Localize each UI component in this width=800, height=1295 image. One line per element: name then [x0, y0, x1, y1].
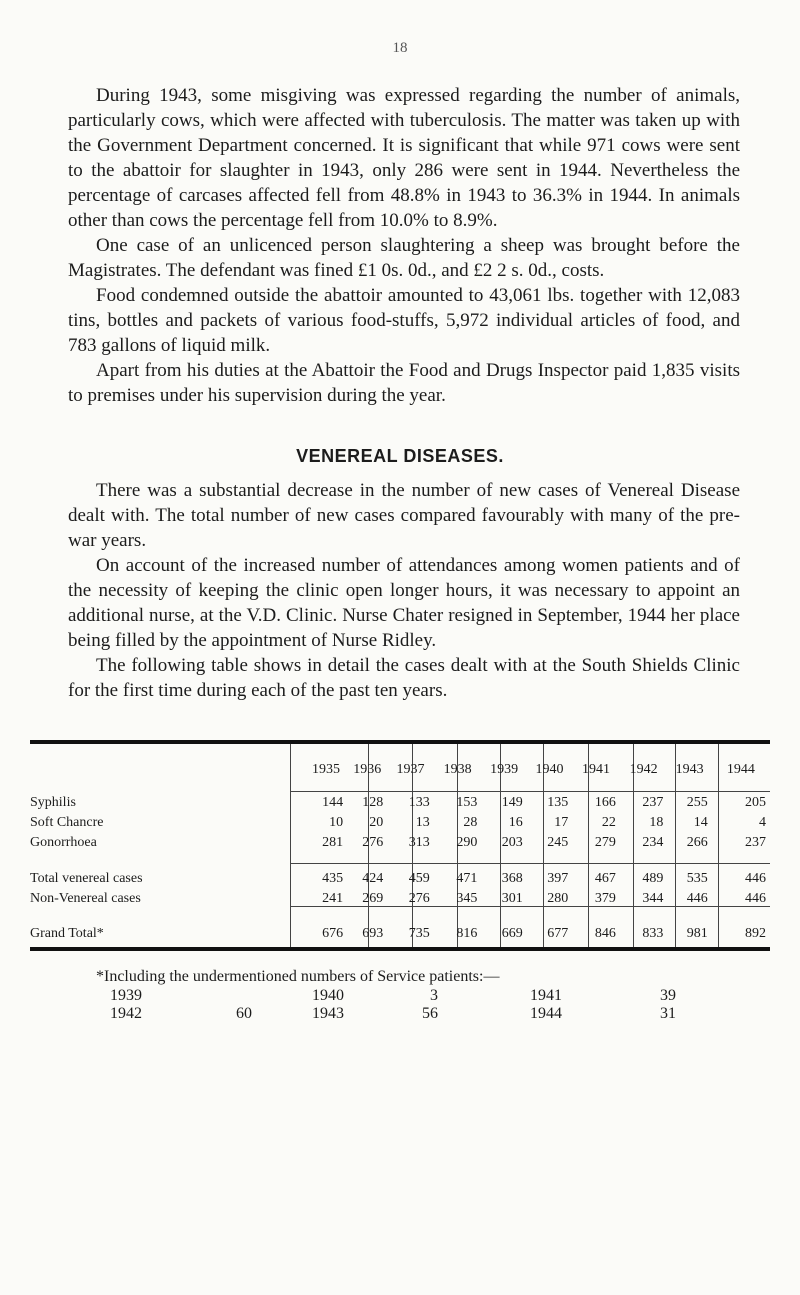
- cell: 166: [594, 795, 616, 810]
- table-total-row: [30, 924, 770, 944]
- cell: 424: [362, 871, 384, 886]
- footnote-entry: [110, 987, 236, 1005]
- footnote-entry: [530, 987, 676, 1005]
- paragraph: There was a substantial decrease in the number of new cases of Venereal Disease dealt with. The total number of new cases compared favourably with many of the pre-war years.: [68, 480, 740, 551]
- paragraph: One case of an unlicenced person slaughtering a sheep was brought before the Magistrates. The defendant was fined £1 0s. 0d., and £2 2 s. 0d., costs.: [68, 235, 740, 281]
- cell: 279: [594, 835, 616, 850]
- column-header: 1936: [353, 762, 382, 777]
- footnote-value: 60: [236, 1005, 252, 1022]
- cell: 266: [686, 835, 708, 850]
- table-spacer: [30, 853, 770, 869]
- footnote-entry: [312, 987, 438, 1005]
- cell: 735: [408, 926, 430, 941]
- cell: 128: [362, 795, 384, 810]
- column-header: 1935: [311, 762, 340, 777]
- cell: 313: [408, 835, 430, 850]
- body-text-top: [68, 83, 740, 408]
- column-header: 1943: [675, 762, 704, 777]
- cell: 133: [408, 795, 430, 810]
- cell: 10: [329, 815, 344, 830]
- cell: 149: [501, 795, 523, 810]
- cell: 345: [456, 891, 478, 906]
- footnote-year: 1939: [110, 987, 142, 1004]
- cell: 446: [745, 891, 766, 906]
- cell: 301: [501, 891, 523, 906]
- table-bottom-rule: [30, 947, 770, 951]
- cell: 344: [642, 891, 664, 906]
- row-label: Soft Chancre: [30, 815, 104, 830]
- cell: 459: [408, 871, 430, 886]
- cell: 234: [642, 835, 664, 850]
- cell: 280: [547, 891, 569, 906]
- footnote-year: 1941: [530, 987, 562, 1004]
- cell: 241: [322, 891, 344, 906]
- column-header: 1938: [443, 762, 472, 777]
- row-label: Grand Total*: [30, 926, 104, 941]
- cell: 379: [594, 891, 616, 906]
- footnote: *Including the undermentioned numbers of Service patients:—: [96, 968, 500, 985]
- cell: 368: [501, 871, 523, 886]
- venereal-cases-table: [30, 747, 770, 944]
- cell: 13: [415, 815, 430, 830]
- cell: 535: [686, 871, 708, 886]
- cell: 4: [759, 815, 766, 830]
- cell: 467: [594, 871, 616, 886]
- row-label: Non-Venereal cases: [30, 891, 141, 906]
- cell: 14: [693, 815, 708, 830]
- table-row: [30, 869, 770, 889]
- cell: 18: [649, 815, 664, 830]
- cell: 153: [456, 795, 478, 810]
- footnote-year: 1940: [312, 987, 344, 1004]
- cell: 676: [322, 926, 344, 941]
- cell: 17: [554, 815, 569, 830]
- cell: 981: [686, 926, 708, 941]
- cell: 255: [686, 795, 708, 810]
- footnote-year: 1942: [110, 1005, 142, 1022]
- footnote-year: 1944: [530, 1005, 562, 1022]
- cell: 489: [642, 871, 664, 886]
- table-row: [30, 793, 770, 813]
- table-corner: [30, 747, 305, 793]
- page-number: 18: [392, 40, 408, 56]
- cell: 16: [508, 815, 523, 830]
- cell: 397: [547, 871, 569, 886]
- paragraph: The following table shows in detail the cases dealt with at the South Shields Clinic for the first time during each of the past ten years.: [68, 655, 740, 701]
- paragraph: Apart from his duties at the Abattoir the Food and Drugs Inspector paid 1,835 visits to premises under his supervision during the year.: [68, 360, 740, 406]
- cell: 290: [456, 835, 478, 850]
- cell: 281: [322, 835, 344, 850]
- table-row: [30, 889, 770, 909]
- row-label: Gonorrhoea: [30, 835, 97, 850]
- cell: 245: [547, 835, 569, 850]
- paragraph: On account of the increased number of attendances among women patients and of the necessity of keeping the clinic open longer hours, it was necessary to appoint an additional nurse, at the V.D. Clinic. Nurse Chater resigned in September, 1944 her place being filled by the appointment of Nurse Ridley.: [68, 555, 740, 651]
- column-header: 1939: [490, 762, 519, 777]
- table-row: [30, 833, 770, 853]
- column-header: 1944: [726, 762, 755, 777]
- cell: 144: [322, 795, 344, 810]
- column-header: 1937: [396, 762, 425, 777]
- cell: 203: [501, 835, 523, 850]
- table-spacer: [30, 909, 770, 924]
- table-top-rule: [30, 740, 770, 744]
- paragraph: Food condemned outside the abattoir amounted to 43,061 lbs. together with 12,083 tins, bottles and packets of various food-stuffs, 5,972 individual articles of food, and 783 gallons of liquid milk.: [68, 285, 740, 356]
- cell: 276: [408, 891, 430, 906]
- cell: 471: [456, 871, 478, 886]
- cell: 269: [362, 891, 384, 906]
- cell: 22: [601, 815, 616, 830]
- column-header: 1941: [582, 762, 611, 777]
- cell: 833: [642, 926, 664, 941]
- cell: 237: [642, 795, 664, 810]
- section-heading: VENEREAL DISEASES.: [296, 446, 504, 466]
- cell: 205: [745, 795, 766, 810]
- footnote-entry: [312, 1005, 438, 1023]
- footnote-value: 56: [422, 1005, 438, 1022]
- cell: 20: [369, 815, 384, 830]
- row-label: Total venereal cases: [30, 871, 143, 886]
- cell: 693: [362, 926, 384, 941]
- cell: 446: [686, 891, 708, 906]
- cell: 446: [745, 871, 766, 886]
- column-header: 1942: [629, 762, 658, 777]
- cell: 237: [745, 835, 766, 850]
- cell: 135: [547, 795, 569, 810]
- cell: 28: [463, 815, 478, 830]
- cell: 276: [362, 835, 384, 850]
- cell: 669: [501, 926, 523, 941]
- cell: 892: [745, 926, 766, 941]
- footnote-value: 3: [430, 987, 438, 1004]
- footnote-entry: [110, 1005, 252, 1023]
- cell: 677: [547, 926, 569, 941]
- footnote-value: 39: [660, 987, 676, 1004]
- row-label: Syphilis: [30, 795, 76, 810]
- paragraph: During 1943, some misgiving was expressed regarding the number of animals, particularly cows, which were affected with tuberculosis. The matter was taken up with the Government Department concerned. It is significant that while 971 cows were sent to the abattoir for slaughter in 1943, only 286 were sent in 1944. Nevertheless the percentage of carcases affected fell from 48.8% in 1943 to 36.3% in 1944. In animals other than cows the percentage fell from 10.0% to 8.9%.: [68, 85, 740, 231]
- cell: 846: [594, 926, 616, 941]
- cell: 435: [322, 871, 344, 886]
- footnote-year: 1943: [312, 1005, 344, 1022]
- cell: 816: [456, 926, 478, 941]
- column-header: 1940: [535, 762, 564, 777]
- table-header-row: [30, 747, 770, 793]
- footnote-entry: [530, 1005, 676, 1023]
- footnote-value: 31: [660, 1005, 676, 1022]
- table-row: [30, 813, 770, 833]
- body-text-bottom: [68, 478, 740, 703]
